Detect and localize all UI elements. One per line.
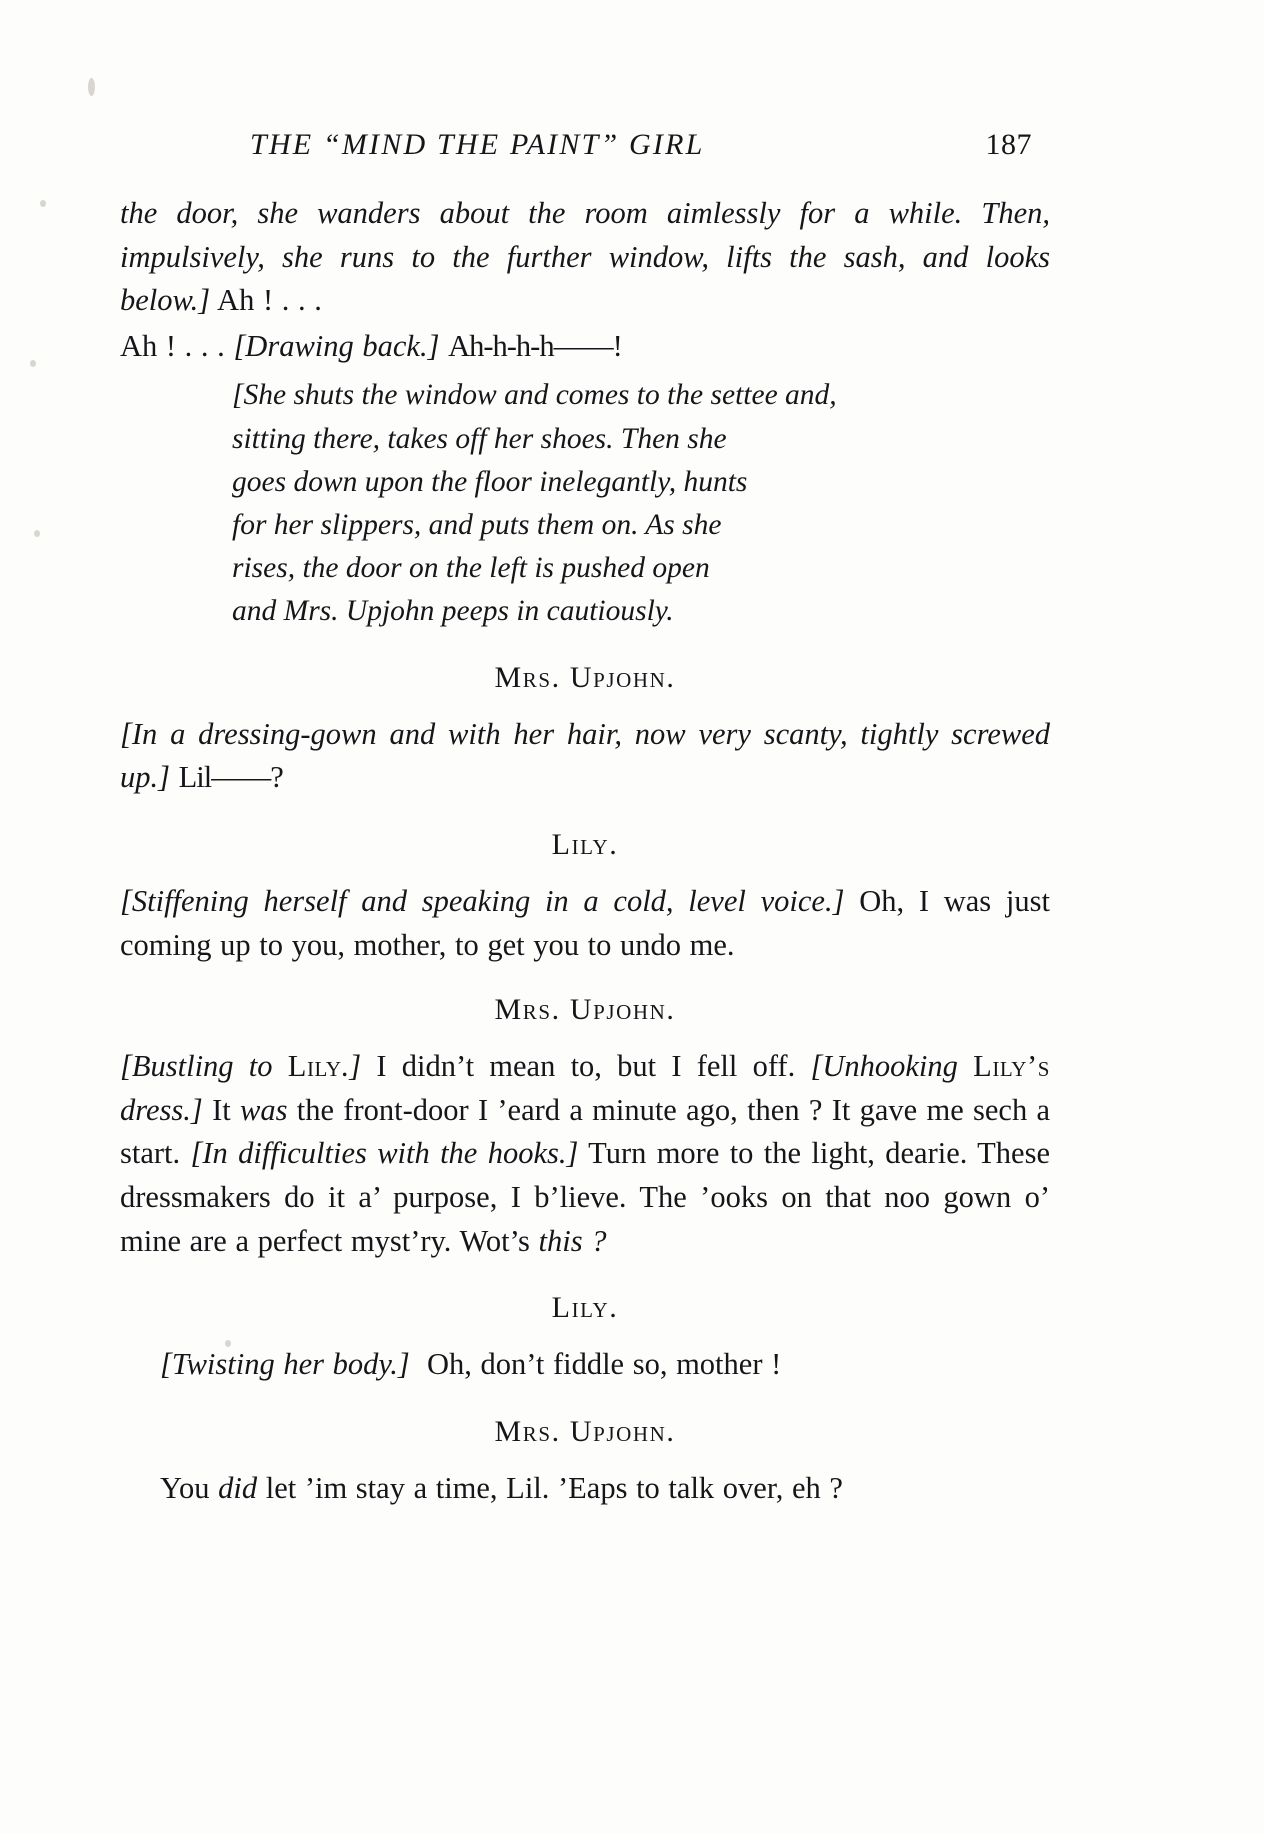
page-speckle — [34, 530, 40, 537]
stage-line-3: window, lifts the sash, and looks below.] — [120, 239, 1051, 318]
indented-stage-direction — [120, 374, 1050, 632]
opening-stage-direction — [120, 192, 1050, 323]
speech-text-2: It — [212, 1092, 231, 1127]
page-header — [120, 128, 1050, 162]
speech-emphasis-did: did — [218, 1470, 258, 1505]
stage-block-line: for her slippers, and puts them on. As she — [232, 508, 722, 541]
page-speckle — [88, 78, 95, 96]
speech-text: let ’im stay a time, Lil. ’Eaps to talk over, eh ? — [265, 1470, 843, 1505]
speech-emphasis-this: this ? — [538, 1223, 607, 1258]
stage-stiffening: [Stiffening herself and speaking in a cold, level voice.] — [120, 884, 845, 919]
speaker-heading-mrs-upjohn: Mrs. Upjohn. — [494, 993, 676, 1027]
stage-block-line: rises, the door on the left is pushed open — [232, 551, 710, 584]
speech-exclamation: Ah-h-h-h——! — [448, 328, 622, 363]
stage-bustling: [Bustling to — [120, 1049, 273, 1084]
stage-block-line: [She shuts the window and comes to the settee and, — [232, 379, 837, 412]
speech-mrs-upjohn-2 — [120, 1045, 1050, 1263]
speech-text: Lil——? — [178, 760, 283, 795]
speech-text-3: Turn more to the light, dearie. These dressmakers do it a’ purpose, I b’lieve. The ’ooks on that noo gown o’ mine are a perfect myst’ry. Wot’s — [120, 1136, 1050, 1258]
speech-text-1: I didn’t mean to, but I fell off. — [376, 1049, 796, 1084]
page-speckle — [40, 200, 46, 207]
speech-lead: Ah ! . . . — [120, 328, 225, 363]
speech-lead: You — [160, 1470, 210, 1505]
speech-mrs-upjohn-3 — [120, 1467, 1050, 1511]
stage-unhooking-end: dress.] — [120, 1092, 203, 1127]
speech-mrs-upjohn-1 — [120, 713, 1050, 800]
speech-text: Oh, don’t fiddle so, mother ! — [426, 1347, 782, 1382]
page-content — [120, 128, 1050, 1513]
speech-text-2b: the front-door I ’eard a minute ago, then ? It gave me sech a start. — [120, 1092, 1051, 1171]
speech-lily-1 — [120, 880, 1050, 967]
stage-block-line: and Mrs. Upjohn peeps in cautiously. — [232, 594, 674, 627]
speech-text: Oh, I was just coming up to you, mother, to get you to undo me. — [120, 884, 1050, 962]
stage-twisting: [Twisting her body.] — [160, 1347, 410, 1382]
speech-emphasis-was: was — [240, 1092, 288, 1127]
stage-name-lilys: Lily’s — [973, 1049, 1051, 1084]
speaker-heading-lily: Lily. — [551, 1291, 619, 1325]
page-speckle — [30, 360, 36, 367]
stage-drawing-back: [Drawing back.] — [233, 328, 440, 363]
stage-bustling-end: .] — [341, 1049, 362, 1084]
stage-line-1: the door, she wanders about the room aimlessly for a — [120, 196, 870, 230]
speaker-heading-lily: Lily. — [551, 828, 619, 862]
speech-lily-2 — [120, 1343, 1050, 1387]
page-number: 187 — [985, 128, 1032, 161]
second-speech-line — [120, 325, 1050, 369]
stage-block-line: goes down upon the floor inelegantly, hunts — [232, 465, 748, 498]
speaker-heading-mrs-upjohn: Mrs. Upjohn. — [494, 1414, 676, 1448]
stage-difficulties: [In difficulties with the hooks.] — [190, 1136, 579, 1171]
stage-unhooking: [Unhooking — [810, 1049, 958, 1084]
stage-dressing-gown: [In a dressing-gown and with her hair, now very scanty, tightly screwed up.] — [120, 716, 1050, 795]
opening-speech-tail: Ah ! . . . — [217, 283, 322, 318]
stage-name-lily: Lily — [287, 1049, 342, 1084]
stage-block-line: sitting there, takes off her shoes. Then she — [232, 422, 727, 455]
running-head: THE “MIND THE PAINT” GIRL — [250, 128, 705, 161]
stage-line-2: while. Then, impulsively, she runs to the further — [120, 196, 1050, 274]
speaker-heading-mrs-upjohn: Mrs. Upjohn. — [494, 660, 676, 694]
